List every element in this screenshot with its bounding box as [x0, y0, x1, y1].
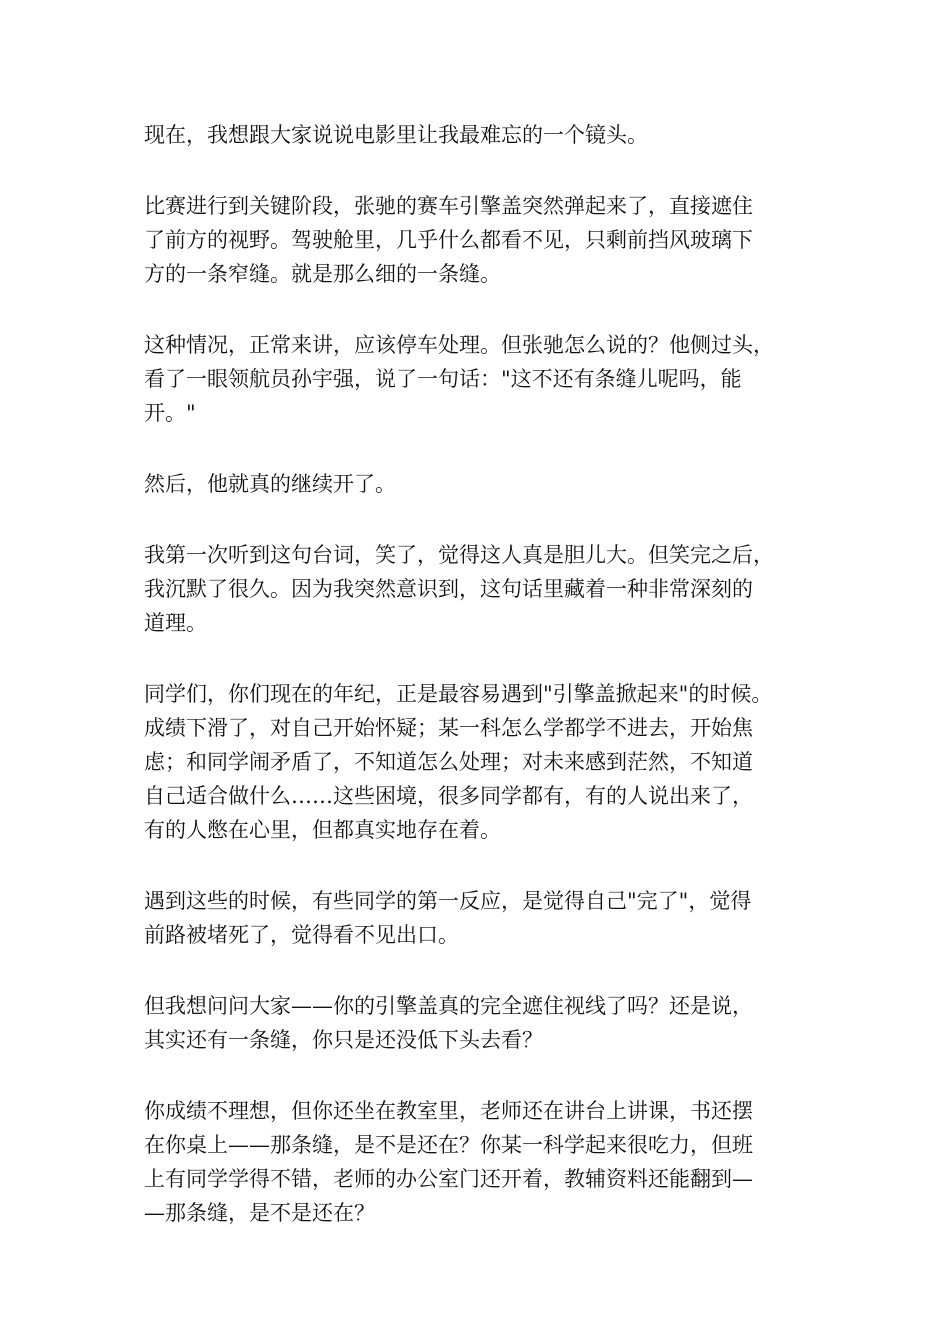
text-line: 然后，他就真的继续开了。	[144, 472, 396, 496]
paragraph	[144, 467, 808, 501]
text-line: 自己适合做什么……这些困境，很多同学都有，有的人说出来了，	[144, 784, 753, 808]
text-line: 但我想问问大家——你的引擎盖真的完全遮住视线了吗？还是说，	[144, 994, 753, 1018]
paragraph	[144, 328, 808, 430]
text-line: 开。"	[144, 401, 196, 425]
text-line: 这种情况，正常来讲，应该停车处理。但张驰怎么说的？他侧过头，	[144, 333, 774, 357]
paragraph-spacer	[144, 430, 808, 467]
paragraph-spacer	[144, 847, 808, 884]
text-line: 成绩下滑了，对自己开始怀疑；某一科怎么学都学不进去，开始焦	[144, 716, 753, 740]
text-line: —那条缝，是不是还在？	[144, 1201, 375, 1225]
text-line: 了前方的视野。驾驶舱里，几乎什么都看不见，只剩前挡风玻璃下	[144, 228, 753, 252]
paragraph	[144, 1094, 808, 1230]
text-line: 虑；和同学闹矛盾了，不知道怎么处理；对未来感到茫然，不知道	[144, 750, 753, 774]
paragraph-spacer	[144, 501, 808, 538]
text-line: 同学们，你们现在的年纪，正是最容易遇到"引擎盖掀起来"的时候。	[144, 682, 773, 706]
document-body	[144, 118, 808, 1230]
text-line: 你成绩不理想，但你还坐在教室里，老师还在讲台上讲课，书还摆	[144, 1099, 753, 1123]
text-line: 比赛进行到关键阶段，张驰的赛车引擎盖突然弹起来了，直接遮住	[144, 194, 753, 218]
text-line: 现在，我想跟大家说说电影里让我最难忘的一个镜头。	[144, 123, 648, 147]
paragraph-spacer	[144, 152, 808, 189]
paragraph-spacer	[144, 1057, 808, 1094]
text-line: 道理。	[144, 611, 207, 635]
text-line: 方的一条窄缝。就是那么细的一条缝。	[144, 262, 501, 286]
text-line: 上有同学学得不错，老师的办公室门还开着，教辅资料还能翻到—	[144, 1167, 753, 1191]
paragraph-spacer	[144, 952, 808, 989]
paragraph	[144, 538, 808, 640]
text-line: 我第一次听到这句台词，笑了，觉得这人真是胆儿大。但笑完之后，	[144, 543, 774, 567]
paragraph-spacer	[144, 640, 808, 677]
text-line: 我沉默了很久。因为我突然意识到，这句话里藏着一种非常深刻的	[144, 577, 753, 601]
paragraph	[144, 118, 808, 152]
text-line: 其实还有一条缝，你只是还没低下头去看？	[144, 1028, 543, 1052]
text-line: 遇到这些的时候，有些同学的第一反应，是觉得自己"完了"，觉得	[144, 889, 752, 913]
text-line: 前路被堵死了，觉得看不见出口。	[144, 923, 459, 947]
paragraph	[144, 884, 808, 952]
paragraph	[144, 989, 808, 1057]
paragraph	[144, 677, 808, 847]
paragraph-spacer	[144, 291, 808, 328]
text-line: 有的人憋在心里，但都真实地存在着。	[144, 818, 501, 842]
paragraph	[144, 189, 808, 291]
text-line: 在你桌上——那条缝，是不是还在？你某一科学起来很吃力，但班	[144, 1133, 753, 1157]
text-line: 看了一眼领航员孙宇强，说了一句话："这不还有条缝儿呢吗，能	[144, 367, 742, 391]
